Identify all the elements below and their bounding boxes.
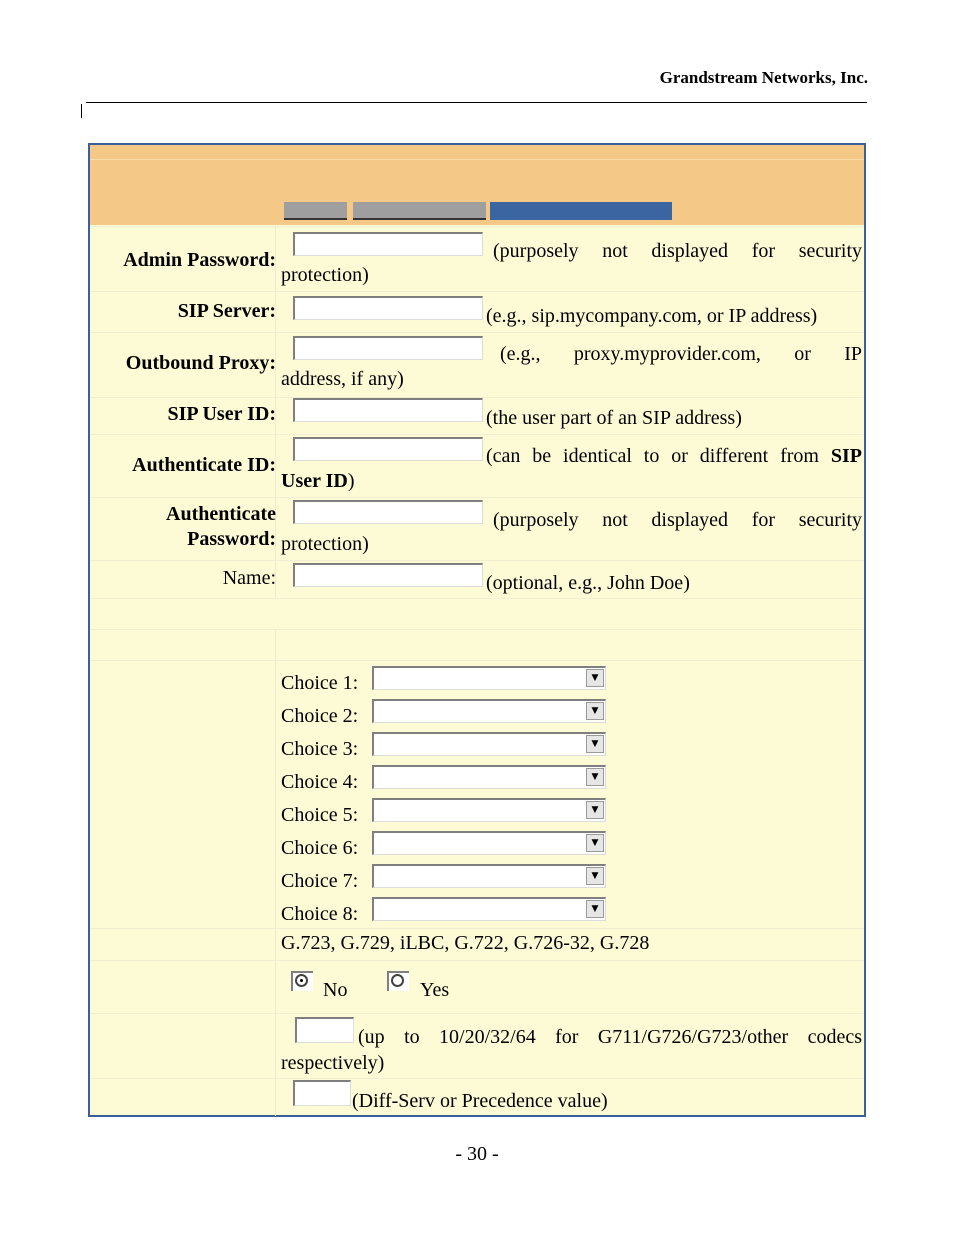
codec-list-text: G.723, G.729, iLBC, G.722, G.726-32, G.728	[281, 932, 650, 954]
choice-5-select[interactable]	[372, 798, 606, 822]
authenticate-id-note-2	[281, 469, 862, 493]
tab-active[interactable]	[490, 202, 672, 220]
frames-input[interactable]	[295, 1017, 354, 1043]
authenticate-password-note-1: (purposely not displayed for security	[493, 509, 862, 531]
row-sip-user-id	[90, 397, 864, 434]
row-radio	[90, 960, 864, 1013]
choice-1-select[interactable]	[372, 666, 606, 690]
chevron-down-icon[interactable]: ▼	[586, 735, 604, 753]
authenticate-password-label-1: Authenticate	[166, 503, 276, 525]
radio-no-circle	[295, 974, 308, 987]
choice-2-label: Choice 2:	[281, 705, 359, 727]
row-outbound-proxy	[90, 332, 864, 397]
page-number: - 30 -	[455, 1143, 499, 1165]
row-name	[90, 560, 864, 598]
label-cell	[90, 929, 276, 960]
choice-8-label: Choice 8:	[281, 903, 359, 925]
header-inner-line	[90, 159, 864, 160]
config-panel	[88, 143, 866, 1117]
sip-server-label: SIP Server:	[177, 300, 276, 322]
chevron-down-icon[interactable]: ▼	[586, 834, 604, 852]
authenticate-id-note-1	[486, 444, 862, 468]
tab-underline	[353, 218, 486, 220]
authenticate-id-note-2b: )	[347, 470, 355, 492]
chevron-down-icon[interactable]: ▼	[586, 867, 604, 885]
tos-note: (Diff-Serv or Precedence value)	[352, 1090, 608, 1112]
chevron-down-icon[interactable]: ▼	[586, 768, 604, 786]
label-cell	[90, 1014, 276, 1078]
sip-server-note: (e.g., sip.mycompany.com, or IP address)	[486, 305, 818, 327]
choice-2-select[interactable]	[372, 699, 606, 723]
choice-6-label: Choice 6:	[281, 837, 359, 859]
sip-user-id-label: SIP User ID:	[167, 403, 276, 425]
authenticate-id-note-1a: (can be identical to or different from	[486, 445, 831, 467]
choice-7-select[interactable]	[372, 864, 606, 888]
authenticate-id-label: Authenticate ID:	[132, 454, 276, 476]
admin-password-note-2: protection)	[281, 264, 369, 286]
admin-password-label: Admin Password:	[123, 249, 276, 271]
row-section-spacer	[90, 598, 864, 629]
row-authenticate-password	[90, 497, 864, 560]
choice-3-label: Choice 3:	[281, 738, 359, 760]
name-note: (optional, e.g., John Doe)	[486, 572, 690, 594]
chevron-down-icon[interactable]: ▼	[586, 702, 604, 720]
row-tos	[90, 1078, 864, 1116]
authenticate-id-note-1b: SIP	[830, 445, 862, 467]
authenticate-password-input[interactable]	[293, 500, 483, 524]
row-admin-password	[90, 226, 864, 291]
authenticate-id-input[interactable]	[293, 437, 483, 461]
row-frames	[90, 1013, 864, 1078]
label-cell	[90, 630, 276, 660]
label-cell	[90, 961, 276, 1013]
row-sip-server	[90, 291, 864, 332]
choice-1-label: Choice 1:	[281, 672, 359, 694]
label-cell	[90, 661, 276, 928]
authenticate-id-note-2a: User ID	[281, 470, 348, 492]
radio-yes-label: Yes	[420, 979, 450, 1001]
company-name: Grandstream Networks, Inc.	[659, 68, 868, 87]
chevron-down-icon[interactable]: ▼	[586, 669, 604, 687]
tos-input[interactable]	[293, 1080, 351, 1106]
panel-header	[90, 145, 864, 225]
label-cell	[90, 1079, 276, 1116]
radio-yes[interactable]	[387, 971, 409, 991]
choice-3-select[interactable]	[372, 732, 606, 756]
row-blank	[90, 629, 864, 660]
sip-user-id-input[interactable]	[293, 398, 483, 422]
authenticate-password-label-2: Password:	[187, 528, 276, 550]
authenticate-password-note-2: protection)	[281, 533, 369, 555]
frames-note-2: respectively)	[281, 1052, 385, 1074]
admin-password-input[interactable]	[293, 232, 483, 256]
choice-4-label: Choice 4:	[281, 771, 359, 793]
frames-note-1: (up to 10/20/32/64 for G711/G726/G723/other codecs	[358, 1026, 862, 1048]
chevron-down-icon[interactable]: ▼	[586, 801, 604, 819]
admin-password-note-1: (purposely not displayed for security	[493, 240, 862, 262]
row-vocoder-choices	[90, 660, 864, 928]
outbound-proxy-input[interactable]	[293, 336, 483, 360]
tab-underline	[284, 218, 347, 220]
name-label: Name:	[222, 567, 276, 589]
row-codec-list	[90, 928, 864, 960]
row-authenticate-id	[90, 434, 864, 497]
sip-user-id-note: (the user part of an SIP address)	[486, 407, 742, 429]
choice-6-select[interactable]	[372, 831, 606, 855]
header-rule	[86, 102, 867, 103]
radio-no-label: No	[323, 979, 348, 1001]
chevron-down-icon[interactable]: ▼	[586, 900, 604, 918]
name-input[interactable]	[293, 563, 483, 587]
outbound-proxy-note-2: address, if any)	[281, 368, 404, 390]
sip-server-input[interactable]	[293, 296, 483, 320]
choice-7-label: Choice 7:	[281, 870, 359, 892]
radio-yes-circle	[391, 974, 404, 987]
choice-5-label: Choice 5:	[281, 804, 359, 826]
radio-no[interactable]	[291, 971, 313, 991]
outbound-proxy-label: Outbound Proxy:	[125, 352, 276, 374]
change-bar	[81, 104, 82, 118]
choice-4-select[interactable]	[372, 765, 606, 789]
choice-8-select[interactable]	[372, 897, 606, 921]
outbound-proxy-note-1: (e.g., proxy.myprovider.com, or IP	[500, 343, 862, 365]
